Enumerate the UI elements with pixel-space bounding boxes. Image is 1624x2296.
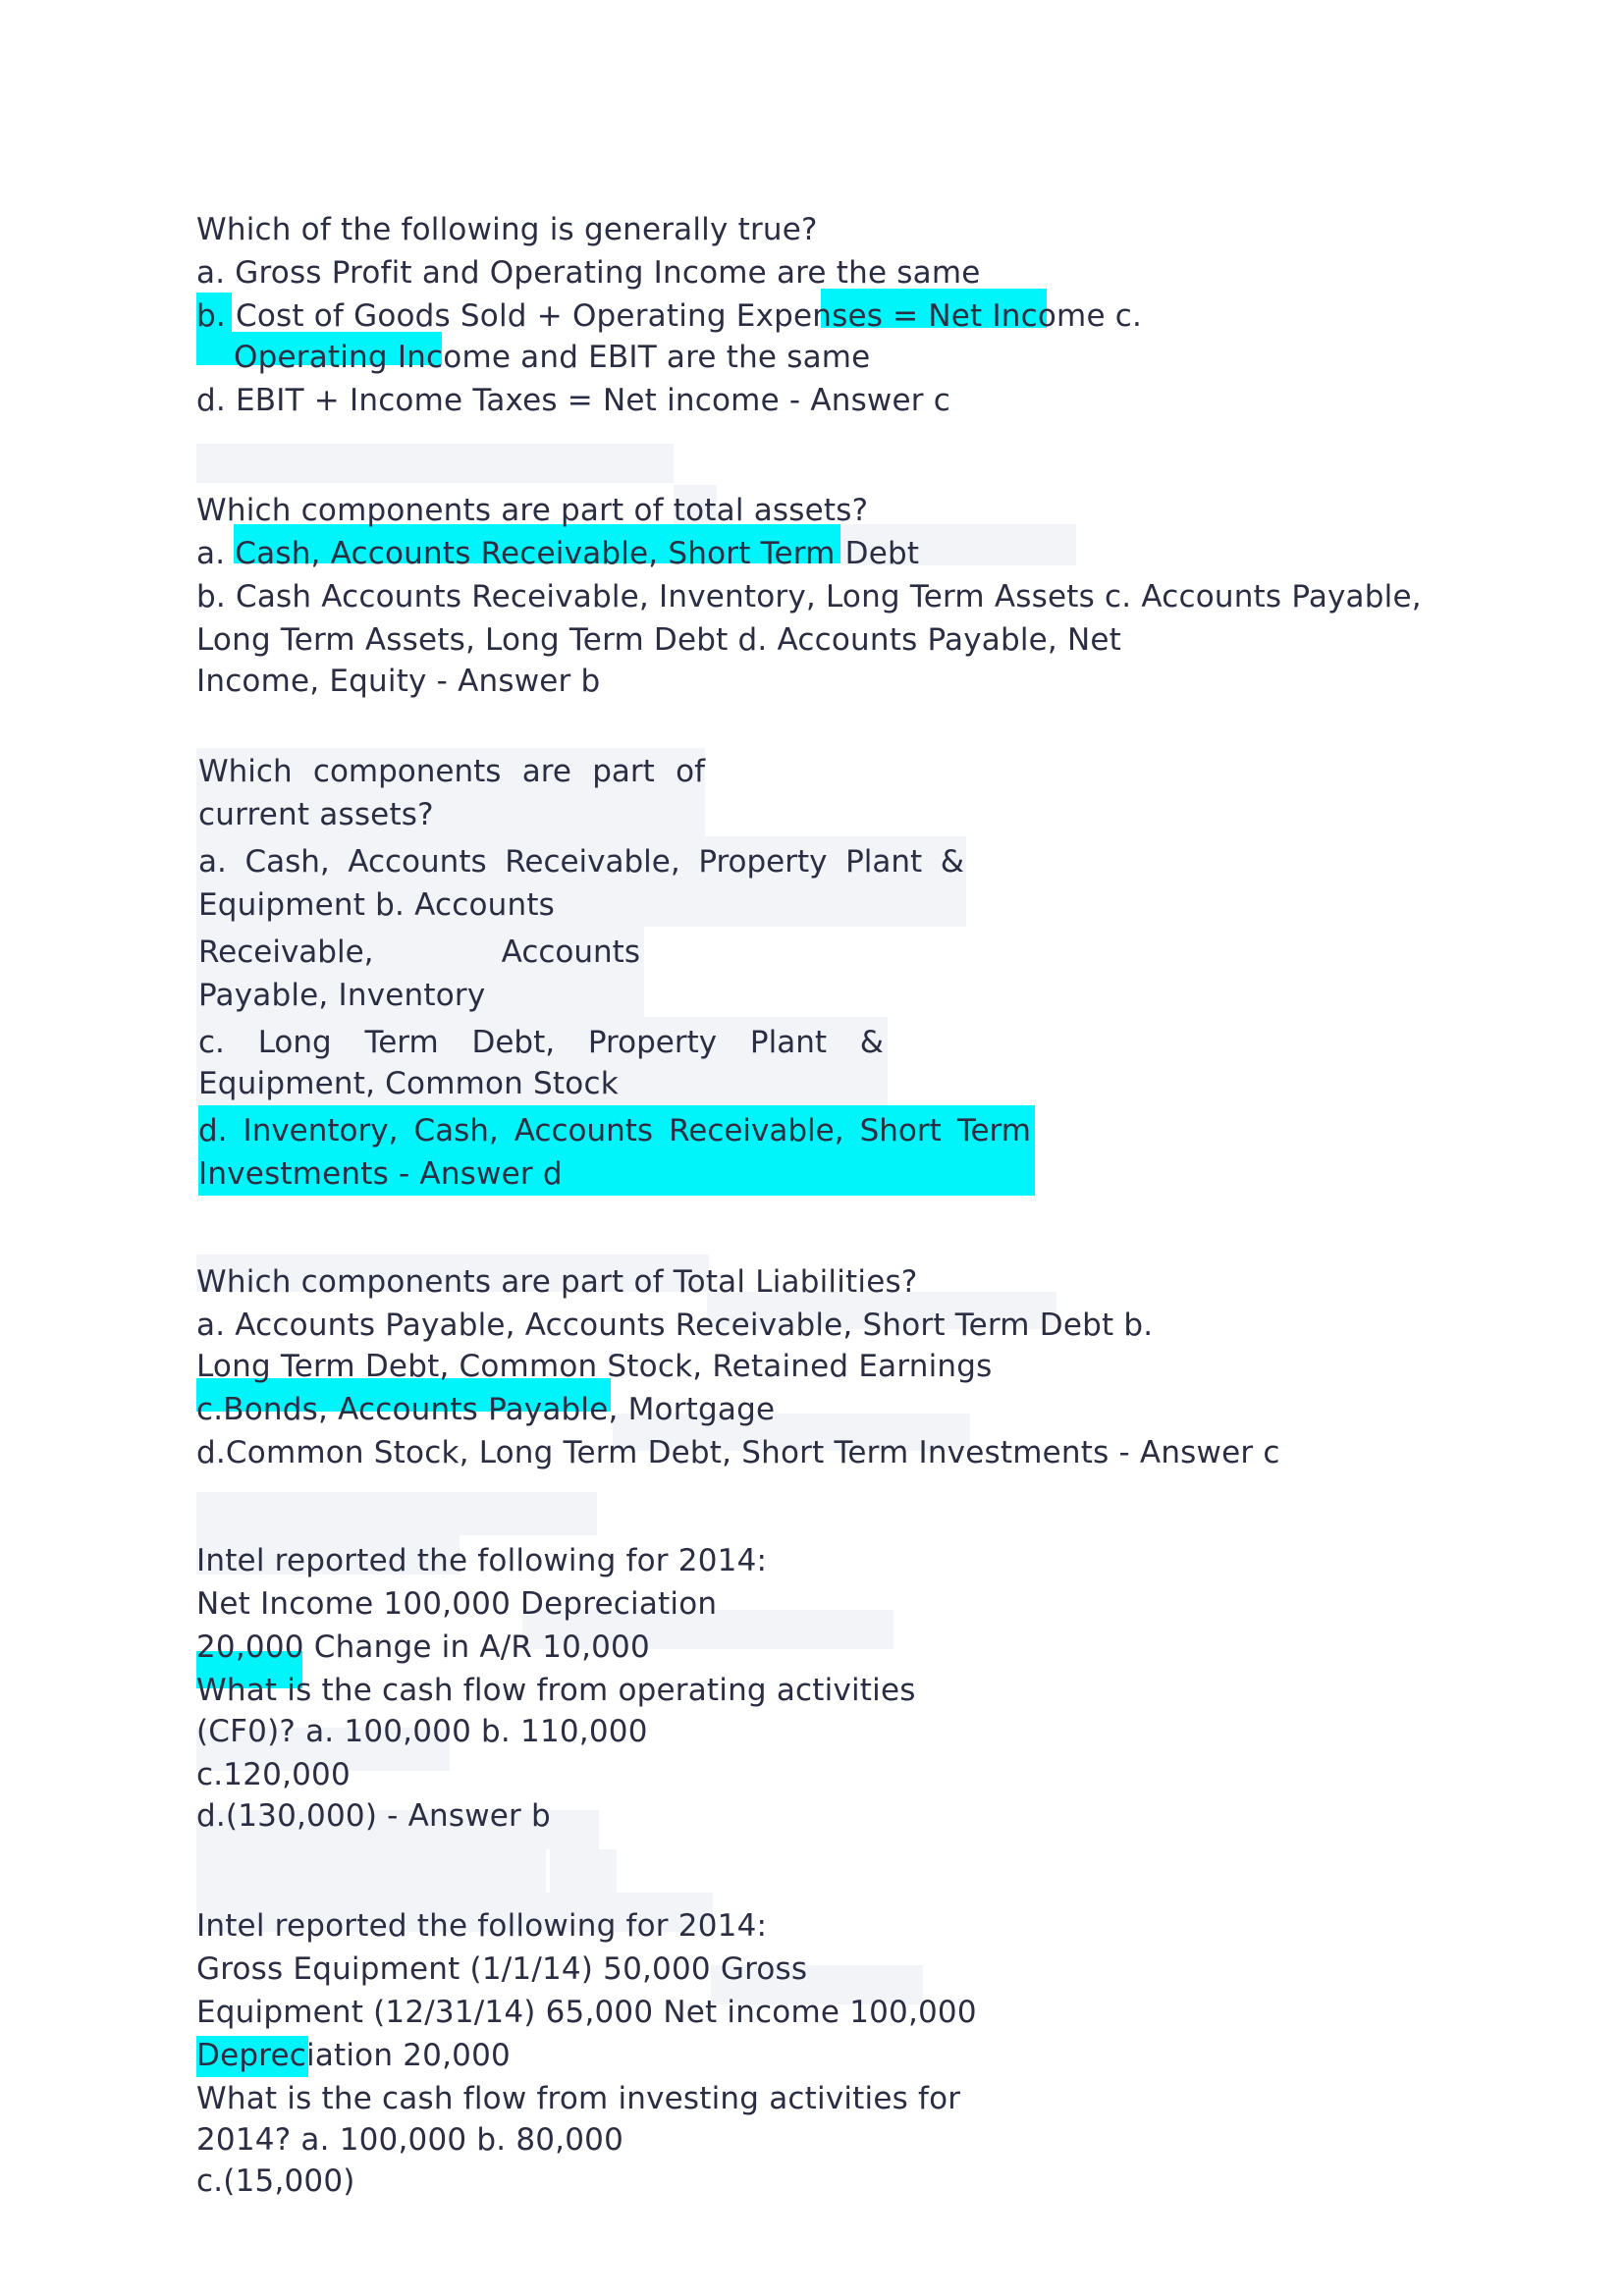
question-3-option-c-line-2: Equipment, Common Stock	[198, 1066, 619, 1101]
question-4-option-b: Long Term Debt, Common Stock, Retained Earnings	[196, 1349, 993, 1384]
question-6-line-4: Depreciation 20,000	[196, 2038, 511, 2073]
question-3-stem-line-1	[198, 752, 705, 791]
word: Receivable,	[198, 934, 374, 970]
question-5-line-5: (CF0)? a. 100,000 b. 110,000	[196, 1714, 648, 1749]
question-3-option-d-line-1	[198, 1111, 1031, 1150]
word: Accounts	[514, 1113, 654, 1148]
question-6-line-5: What is the cash flow from investing activities for	[196, 2081, 961, 2116]
word: Inventory,	[243, 1113, 399, 1148]
question-5-line-3: 20,000 Change in A/R 10,000	[196, 1629, 650, 1665]
question-5-line-7: d.(130,000) - Answer b	[196, 1798, 551, 1834]
question-1-option-c: Operating Income and EBIT are the same	[234, 340, 871, 375]
question-4-stem: Which components are part of Total Liabilities?	[196, 1264, 918, 1300]
word: Receivable,	[669, 1113, 844, 1148]
question-2-option-a: a. Cash, Accounts Receivable, Short Term Debt	[196, 536, 920, 571]
question-3-option-b-line-1	[198, 933, 640, 972]
word: Property	[587, 1025, 718, 1060]
word: &	[859, 1025, 884, 1060]
question-5-line-4: What is the cash flow from operating activities	[196, 1673, 916, 1708]
word: Plant	[749, 1025, 827, 1060]
word: Receivable,	[505, 844, 680, 880]
word: Property	[698, 844, 828, 880]
question-6-line-6: 2014? a. 100,000 b. 80,000	[196, 2122, 624, 2158]
question-5-stem: Intel reported the following for 2014:	[196, 1543, 768, 1578]
question-3-option-a-line-1	[198, 842, 964, 881]
question-5-line-6: c.120,000	[196, 1757, 351, 1792]
question-6-line-7: c.(15,000)	[196, 2163, 355, 2199]
word: &	[940, 844, 964, 880]
word: are	[521, 754, 571, 789]
question-3-stem-line-2: current assets?	[198, 797, 434, 832]
question-6-stem: Intel reported the following for 2014:	[196, 1908, 768, 1944]
word: Short	[859, 1113, 942, 1148]
word: part	[592, 754, 655, 789]
word: Accounts	[348, 844, 487, 880]
word: Cash,	[413, 1113, 499, 1148]
word: Term	[364, 1025, 439, 1060]
shade-box	[196, 444, 674, 483]
question-4-option-c: c.Bonds, Accounts Payable, Mortgage	[196, 1392, 776, 1427]
word: Accounts	[501, 934, 640, 970]
question-1-option-b: b. Cost of Goods Sold + Operating Expenses = Net Income c.	[196, 298, 1143, 334]
question-6-line-2: Gross Equipment (1/1/14) 50,000 Gross	[196, 1951, 808, 1987]
word: a.	[198, 844, 227, 880]
question-1-option-a: a. Gross Profit and Operating Income are the same	[196, 255, 981, 291]
question-2-option-d: Income, Equity - Answer b	[196, 664, 601, 699]
shade-box	[196, 1492, 597, 1535]
question-2-option-b: b. Cash Accounts Receivable, Inventory, Long Term Assets c. Accounts Payable,	[196, 579, 1422, 614]
word: Term	[956, 1113, 1031, 1148]
word: Plant	[845, 844, 923, 880]
question-3-option-d-line-2: Investments - Answer d	[198, 1156, 563, 1192]
word: Debt,	[471, 1025, 556, 1060]
question-3-option-c-line-1	[198, 1023, 884, 1062]
question-6-line-3: Equipment (12/31/14) 65,000 Net income 100,000	[196, 1995, 977, 2030]
question-2-option-c: Long Term Assets, Long Term Debt d. Accounts Payable, Net	[196, 622, 1122, 658]
question-5-line-2: Net Income 100,000 Depreciation	[196, 1586, 718, 1622]
question-1-stem: Which of the following is generally true?	[196, 212, 818, 247]
question-3-option-a-line-2: Equipment b. Accounts	[198, 887, 556, 923]
shade-box	[550, 1849, 617, 1893]
word: d.	[198, 1113, 228, 1148]
question-4-option-d: d.Common Stock, Long Term Debt, Short Term Investments - Answer c	[196, 1435, 1280, 1470]
word: Cash,	[244, 844, 330, 880]
word: Long	[257, 1025, 332, 1060]
shade-box	[196, 1849, 546, 1893]
word: Which	[198, 754, 293, 789]
question-1-option-d: d. EBIT + Income Taxes = Net income - Answer c	[196, 383, 951, 418]
question-3-option-b-line-2: Payable, Inventory	[198, 978, 486, 1013]
question-4-option-a: a. Accounts Payable, Accounts Receivable, Short Term Debt b.	[196, 1308, 1154, 1343]
word: c.	[198, 1025, 225, 1060]
question-2-stem: Which components are part of total assets?	[196, 493, 869, 528]
word: of	[676, 754, 705, 789]
word: components	[312, 754, 502, 789]
